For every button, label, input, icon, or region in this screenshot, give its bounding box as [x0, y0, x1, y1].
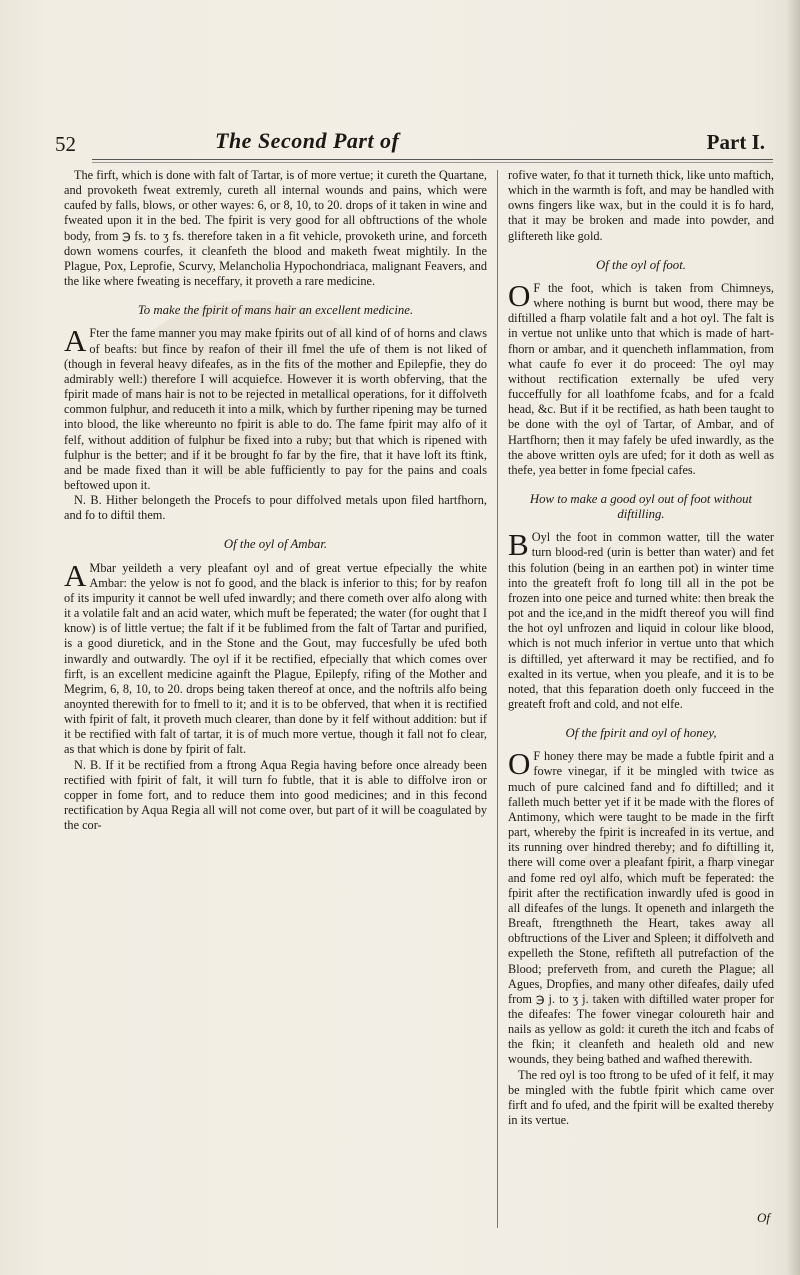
page-header: [55, 128, 765, 162]
header-rule-secondary: [92, 162, 773, 163]
paragraph: [64, 323, 487, 493]
paragraph-text: Mbar yeildeth a very pleafant oyl and of great vertue efpecially the white Ambar: the yelow is not fo good, and the black is inferior to this; for by reafon of its impurity it cannot be well ufed inwardly; and there cometh over alfo along with it a volatile falt and an acid water, which muft be feperated; the water (for ought that I know) is of little vertue; the falt if it be fublimed from the falt of Tartar and purified, is a good diuretick, and in the Stone and the Gout, may fuccesfully be ufed both inwardly and outwardly. The oyl if it be rectified, efpecially that which comes over firft, is an excellent medicine againft the Plague, Epilepfy, rifing of the Mother and Megrim, 6, 8, 10, to 20. drops being taken thereof at once, and the noftrils alfo being anoynted therewith for to fmell to it; and it is to be obferved, that when it is rectified with fpirit of falt, it proveth much clearer, than done by it felf without addition: but if it be rectified with falt of tartar, it is of much more vertue, though it fall not fo clear, as that which is done by fpirit of falt.: [64, 560, 487, 757]
paragraph: [508, 277, 774, 478]
drop-cap: B: [508, 527, 529, 563]
running-title: The Second Part of: [215, 128, 400, 153]
page-number: 52: [55, 132, 76, 156]
paragraph-text: F the foot, which is taken from Chimneys, where nothing is burnt but wood, there may be diftilled a fharp volatile falt and a hot oyl. The falt is in vertue not unlike unto that which is made of hart-fhorn or ambar, and it quencheth inflammation, from what caufe fo ever it do proceed: The oyl may without rectification externally be ufed very fucceffully for all loathfome fcabs, and for a fcald head, &c. But if it be rectified, as hath been taught to be done with the oyl of Tartar, of Ambar, and of Hartfhorn; then it may fafely be ufed inwardly, as the the above written oyls are ufed; for it doth as well as thefe, yea better in fome fpecial cafes.: [508, 280, 774, 477]
left-column: [64, 168, 487, 833]
paragraph: [64, 557, 487, 758]
paragraph: [508, 527, 774, 712]
paragraph-text: Oyl the foot in common watter, till the water turn blood-red (urin is better than water) and fet this folution (being in an earthen pot) in winter time into the greateft froft fo long till all in the pot be frozen into one peice and turned white: then break the pot and the ice,and in the midft thereof you will find the hot oyl unfrozen and liquid in colour like blood, which is not much inferior in vertue unto that which is diftilled, yet afterward it may be rectified, and fo exalted in its vertue, when you pleafe, and it is to be noted, that this feparation doeth only fucceed in the greateft froft and cold, and not elfe.: [508, 530, 774, 711]
section-heading: To make the fpirit of mans hair an excellent medicine.: [137, 303, 414, 318]
right-column: [508, 168, 774, 1128]
paragraph: N. B. Hither belongeth the Procefs to pour diffolved metals upon filed hartfhorn, and fo to diftil them.: [64, 493, 487, 523]
section-heading: How to make a good oyl out of foot without diftilling.: [529, 491, 753, 522]
section-heading: Of the oyl of foot.: [596, 257, 686, 272]
paragraph: The red oyl is too ftrong to be ufed of it felf, it may be mingled with the fubtle fpirit which came over firft and fo ufed, and the fpirit will be exalted thereby in its vertue.: [508, 1067, 774, 1128]
paragraph: The firft, which is done with falt of Tartar, is of more vertue; it cureth the Quartane, and provoketh fweat extremly, cureth all internal wounds and pains, which were caufed by falls, blows, or other wayes: 6, or 8, 10, to 20. drops of it taken in wine and fweated upon it in the bed. The fpirit is very good for all obftructions of the whole body, from ℈ fs. to ʒ fs. therefore taken in a fit vehicle, provoketh urine, and forceth down womens courfes, it cleanfeth the blood and maketh fweat mightily. In the Plague, Pox, Leprofie, Scurvy, Melancholia Hypochondriaca, malignant Feavers, and the like where fweating is neceffary, it proveth a rare medicine.: [64, 168, 487, 289]
drop-cap: A: [64, 323, 87, 359]
section-heading: Of the oyl of Ambar.: [223, 537, 328, 552]
drop-cap: O: [508, 746, 531, 782]
paragraph: [508, 746, 774, 1067]
paragraph: rofive water, fo that it turneth thick, like unto maftich, which in the warmth is foft, and may be handled with owns fingers like wax, but in the could it is fo hard, that it may be broken and made into powder, and gliftereth like gold.: [508, 168, 774, 243]
page-edge-shadow: [786, 0, 800, 1275]
header-rule: [92, 159, 773, 160]
paragraph-text: Fter the fame manner you may make fpirits out of all kind of of horns and claws of beafts: but fince by reafon of their ill fmel the ufe of them is not liked of (though in feveral heavy difeafes, as in the fits of the mother and Epilepfie, they do admirably well:) therefore I will acquiefce. However it is worth obferving, that the fpirit made of mans hair is not to be rejected in metallical operations, for it diffolveth common fulphur, and reduceth it into a milk, which by further ripening may be turned into blood, the like whereunto no fpirit is able to do. The fame fpirit may alfo of it felf, without addition of fulphur be fixed into a ruby; but that which is ripened with fulphur is the better; and if it be brought fo far by the fire, that it have loft its ftink, and be made fixed than it will be able fufficiently to pay for the pains and coals beftowed upon it.: [64, 326, 487, 492]
paragraph-text: F honey there may be made a fubtle fpirit and a fowre vinegar, if it be mingled with twice as much of pure calcined fand and fo diftilled; and it falleth much better yet if it be made with the flores of Antimony, which were taught to be made in the firft part, whereby the fpirit is increafed in its vertue, and its running over hindred thereby; and fo diftilling it, there will come over a pleafant fpirit, a fharp vinegar and fome red oyl alfo, which muft be feperated: the fpirit after the rectification inwardly ufed is good in all difeafes of the lungs. It openeth and inlargeth the Breaft, ftrengthneth the Heart, takes away all obftructions of the Liver and Spleen; it diffolveth and expelleth the Stone, refifteth all putrefaction of the Blood; preferveth from, and cureth the Plague; all Agues, Dropfies, and many other difeafes, daily ufed from ℈ j. to ʒ j. taken with diftilled water proper for the difeafes: The fower vinegar coloureth hair and nails as yellow as gold: it cureth the itch and fcabs of the fkin; it cleanfeth and healeth old and new wounds, they being bathed and wafhed therewith.: [508, 749, 774, 1067]
catchword: Of: [757, 1210, 770, 1225]
column-divider: [497, 170, 498, 1228]
drop-cap: O: [508, 277, 531, 313]
section-heading: Of the fpirit and oyl of honey,: [565, 726, 717, 741]
drop-cap: A: [64, 557, 87, 593]
paragraph: N. B. If it be rectified from a ftrong Aqua Regia having before once already been rectified with fpirit of falt, it will turn fo fubtle, that it is able to diffolve iron or copper in fome fort, and to reduce them into good medicines; and in this fecond rectification by Aqua Regia all will not come over, but part of it will be coagulated by the cor-: [64, 757, 487, 833]
part-label: Part I.: [706, 130, 765, 154]
